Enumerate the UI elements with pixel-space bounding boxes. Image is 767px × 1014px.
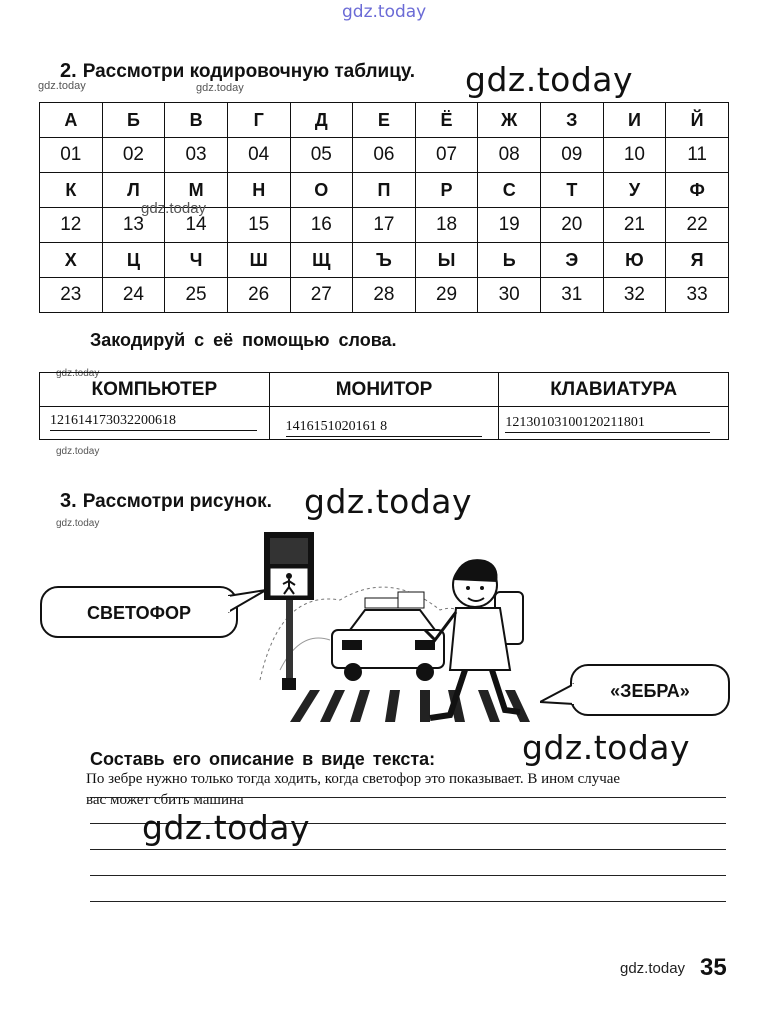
number-cell: 04 — [227, 138, 290, 173]
letter-cell: Я — [666, 243, 729, 278]
watermark-small: gdz.today — [196, 82, 244, 94]
number-cell: 32 — [603, 278, 666, 313]
number-cell: 27 — [290, 278, 353, 313]
letter-cell: Ъ — [353, 243, 416, 278]
letter-cell: Ж — [478, 103, 541, 138]
writing-line — [90, 875, 726, 876]
watermark-big: gdz.today — [142, 808, 311, 847]
writing-line — [90, 849, 726, 850]
number-cell: 16 — [290, 208, 353, 243]
task2-title — [60, 60, 415, 83]
watermark-top: gdz.today — [342, 2, 427, 22]
letter-row — [40, 103, 729, 138]
letter-cell: П — [353, 173, 416, 208]
letter-cell: С — [478, 173, 541, 208]
letter-cell: Щ — [290, 243, 353, 278]
letter-cell: И — [603, 103, 666, 138]
watermark-small: gdz.today — [56, 518, 100, 529]
task2-title-text: Рассмотри кодировочную таблицу. — [82, 61, 416, 82]
watermark-small: gdz.today — [56, 368, 100, 379]
watermark-big: gdz.today — [465, 60, 634, 99]
number-cell: 24 — [102, 278, 165, 313]
number-cell: 13 — [102, 208, 165, 243]
letter-cell: Г — [227, 103, 290, 138]
zebra-label: «ЗЕБРА» — [610, 681, 690, 701]
number-cell: 12 — [40, 208, 103, 243]
traffic-light-speech-bubble — [40, 586, 238, 638]
writing-line — [90, 797, 726, 798]
letter-cell: Ч — [165, 243, 228, 278]
watermark-big: gdz.today — [304, 482, 473, 521]
number-cell: 14 — [165, 208, 228, 243]
letter-cell: А — [40, 103, 103, 138]
letter-cell: Т — [541, 173, 604, 208]
letter-cell: Э — [541, 243, 604, 278]
number-cell: 15 — [227, 208, 290, 243]
word-column — [499, 373, 728, 439]
number-cell: 01 — [40, 138, 103, 173]
letter-cell: Ф — [666, 173, 729, 208]
traffic-light-icon — [264, 532, 314, 690]
letter-cell: Л — [102, 173, 165, 208]
word-heading: КОМПЬЮТЕР — [40, 373, 269, 407]
bubble-tail — [228, 586, 268, 620]
watermark-small: gdz.today — [38, 80, 86, 92]
bubble-tail — [540, 680, 576, 710]
letter-cell: У — [603, 173, 666, 208]
number-cell: 10 — [603, 138, 666, 173]
footer-site: gdz.today — [620, 960, 686, 977]
letter-cell: З — [541, 103, 604, 138]
watermark-small: gdz.today — [141, 200, 207, 217]
letter-cell: Н — [227, 173, 290, 208]
number-cell: 29 — [415, 278, 478, 313]
letter-cell: Е — [353, 103, 416, 138]
writing-line — [90, 901, 726, 902]
watermark-small: gdz.today — [56, 446, 100, 457]
zebra-speech-bubble — [570, 664, 730, 716]
number-row — [40, 278, 729, 313]
number-cell: 30 — [478, 278, 541, 313]
task3-title-text: Рассмотри рисунок. — [82, 491, 272, 512]
letter-cell: Д — [290, 103, 353, 138]
number-cell: 08 — [478, 138, 541, 173]
task2-instruction: Закодируй с её помощью слова. — [90, 330, 397, 350]
word-code-answer: 1416151020161 8 — [286, 419, 483, 437]
number-cell: 21 — [603, 208, 666, 243]
zebra-crossing-icon — [290, 690, 530, 722]
words-table — [39, 372, 729, 440]
word-column — [40, 373, 270, 439]
number-cell: 31 — [541, 278, 604, 313]
letter-cell: Ш — [227, 243, 290, 278]
number-cell: 11 — [666, 138, 729, 173]
handwritten-answer-line: вас может сбить машина — [86, 792, 244, 808]
letter-cell: М — [165, 173, 228, 208]
number-row — [40, 138, 729, 173]
number-cell: 02 — [102, 138, 165, 173]
number-cell: 19 — [478, 208, 541, 243]
task3-number: 3. — [60, 490, 77, 512]
letter-cell: В — [165, 103, 228, 138]
number-cell: 25 — [165, 278, 228, 313]
letter-cell: О — [290, 173, 353, 208]
task3-title — [60, 490, 272, 513]
letter-cell: Р — [415, 173, 478, 208]
number-cell: 18 — [415, 208, 478, 243]
page-number: 35 — [700, 954, 727, 981]
handwritten-answer-line: По зебре нужно только тогда ходить, когда светофор это показывает. В ином случае — [86, 771, 621, 787]
word-column — [270, 373, 500, 439]
letter-cell: Ю — [603, 243, 666, 278]
letter-cell: Б — [102, 103, 165, 138]
number-cell: 26 — [227, 278, 290, 313]
letter-cell: Ё — [415, 103, 478, 138]
word-heading: КЛАВИАТУРА — [499, 373, 728, 407]
word-code-answer: 121614173032200618 — [50, 413, 257, 431]
word-code-answer: 12130103100120211801 — [505, 415, 710, 433]
letter-cell: К — [40, 173, 103, 208]
traffic-light-label: СВЕТОФОР — [87, 603, 191, 623]
letter-cell: Ь — [478, 243, 541, 278]
street-crossing-illustration — [220, 530, 550, 725]
number-cell: 09 — [541, 138, 604, 173]
number-cell: 20 — [541, 208, 604, 243]
task3-compose-prompt: Составь его описание в виде текста: — [90, 749, 436, 769]
number-cell: 28 — [353, 278, 416, 313]
letter-cell: Х — [40, 243, 103, 278]
word-heading: МОНИТОР — [270, 373, 499, 407]
number-cell: 33 — [666, 278, 729, 313]
letter-cell: Ц — [102, 243, 165, 278]
letter-row — [40, 243, 729, 278]
number-cell: 22 — [666, 208, 729, 243]
number-cell: 23 — [40, 278, 103, 313]
number-cell: 03 — [165, 138, 228, 173]
number-cell: 05 — [290, 138, 353, 173]
police-car-icon — [332, 592, 444, 681]
number-cell: 06 — [353, 138, 416, 173]
number-cell: 17 — [353, 208, 416, 243]
task2-number: 2. — [60, 60, 77, 82]
letter-cell: Й — [666, 103, 729, 138]
number-cell: 07 — [415, 138, 478, 173]
watermark-big: gdz.today — [522, 728, 691, 767]
letter-cell: Ы — [415, 243, 478, 278]
